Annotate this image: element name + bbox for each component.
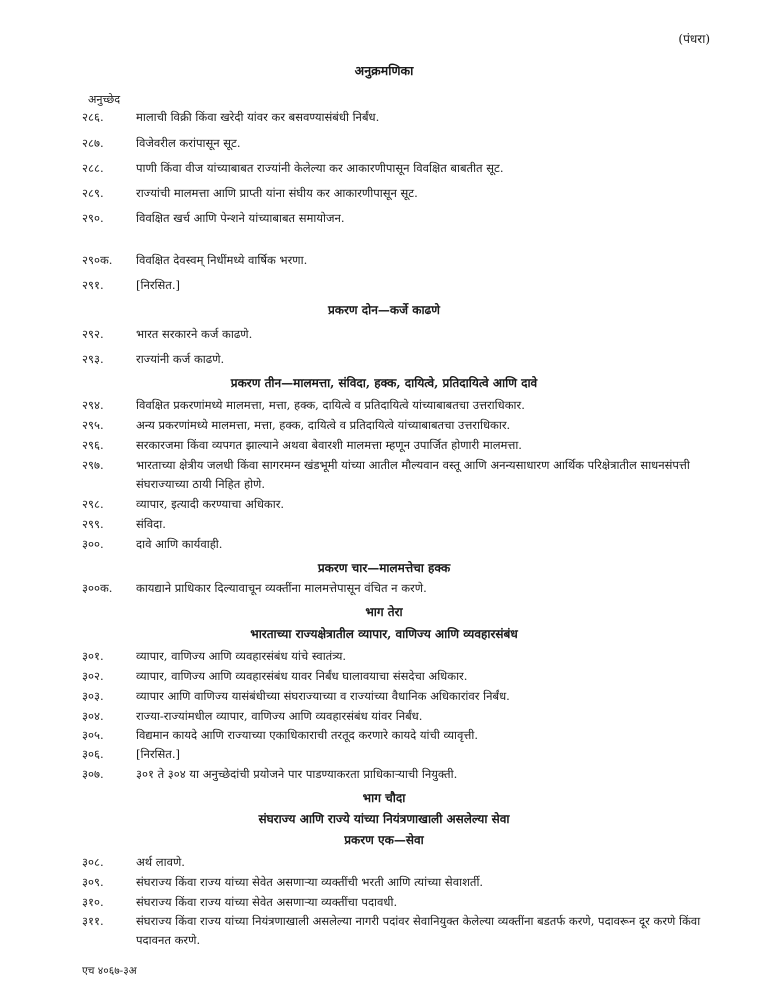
article-number: ३०२. <box>82 669 104 683</box>
article-number: ३०७. <box>82 767 104 781</box>
article-title: राज्या-राज्यांमधील व्यापार, वाणिज्य आणि व्यवहारसंबंध यांवर निर्बंध. <box>136 709 423 723</box>
page-number: (पंधरा) <box>678 32 710 46</box>
chapter-heading: प्रकरण चार—मालमत्तेचा हक्क <box>317 561 451 575</box>
article-number: २९५. <box>82 418 104 432</box>
article-number: ३०४. <box>82 709 104 723</box>
article-number: २८६. <box>82 110 104 124</box>
footer-code: एच ४०६७-३अ <box>82 965 137 977</box>
article-title: विवक्षित देवस्वम् निधींमध्ये वार्षिक भरणा. <box>136 253 308 267</box>
article-number: २९१. <box>82 278 104 292</box>
part-heading: भाग चौदा <box>362 791 406 805</box>
article-number: ३०१. <box>82 649 104 663</box>
article-title: संघराज्य किंवा राज्य यांच्या सेवेत असणाऱ्या व्यक्तींची भरती आणि त्यांच्या सेवाशर्ती. <box>136 875 484 889</box>
article-title: विवक्षित प्रकरणांमध्ये मालमत्ता, मत्ता, हक्क, दायित्वे व प्रतिदायित्वे यांच्याबाबतचा उत्तराधिकार. <box>136 398 525 412</box>
article-number: २९८. <box>82 497 104 511</box>
page-title: अनुक्रमणिका <box>354 63 414 78</box>
article-title: ३०१ ते ३०४ या अनुच्छेदांची प्रयोजने पार पाडण्याकरता प्राधिकाऱ्याची नियुक्ती. <box>136 767 458 781</box>
article-title: व्यापार, इत्यादी करण्याचा अधिकार. <box>136 497 285 511</box>
article-number: २९६. <box>82 438 104 452</box>
article-number: २९०क. <box>82 253 113 267</box>
article-title: भारताच्या क्षेत्रीय जलधी किंवा सागरमग्न खंडभूमी यांच्या आतील मौल्यवान वस्तू आणि अनन्यसाधारण आर्थिक परिक्षेत्रातील साधनसंपत्ती संघराज्याच्या ठायी निहित होणे. <box>136 458 690 491</box>
chapter-heading: प्रकरण एक—सेवा <box>344 833 424 847</box>
article-title: राज्यांनी कर्ज काढणे. <box>136 352 225 366</box>
article-number: ३०९. <box>82 875 104 889</box>
part-heading: भाग तेरा <box>365 605 403 619</box>
article-number: ३०८. <box>82 855 104 869</box>
article-number: ३११. <box>82 914 104 928</box>
article-title: विजेवरील करांपासून सूट. <box>136 136 241 150</box>
article-title: अर्थ लावणे. <box>136 855 185 869</box>
article-title: कायद्याने प्राधिकार दिल्यावाचून व्यक्तींना मालमत्तेपासून वंचित न करणे. <box>136 581 427 595</box>
article-number: २८७. <box>82 136 104 150</box>
article-title: [निरसित.] <box>136 747 181 761</box>
column-label: अनुच्छेद <box>88 93 121 106</box>
article-title: भारत सरकारने कर्ज काढणे. <box>136 327 253 341</box>
article-title: व्यापार, वाणिज्य आणि व्यवहारसंबंध यावर निर्बंध घालावयाचा संसदेचा अधिकार. <box>136 669 468 683</box>
part-subheading: भारताच्या राज्यक्षेत्रातील व्यापार, वाणिज्य आणि व्यवहारसंबंध <box>250 627 518 641</box>
article-number: २८९. <box>82 186 104 200</box>
article-number: २८८. <box>82 161 104 175</box>
article-title: संघराज्य किंवा राज्य यांच्या नियंत्रणाखाली असलेल्या नागरी पदांवर सेवानियुक्त केलेल्या व्यक्तींना बडतर्फ करणे, पदावरून दूर करणे किंवा पदावनत करणे. <box>136 914 701 947</box>
article-title: विद्यमान कायदे आणि राज्याच्या एकाधिकाराची तरतूद करणारे कायदे यांची व्यावृत्ती. <box>136 728 479 742</box>
article-number: ३०३. <box>82 689 104 703</box>
article-number: ३०६. <box>82 747 104 761</box>
article-title: सरकारजमा किंवा व्यपगत झाल्याने अथवा बेवारशी मालमत्ता म्हणून उपार्जित होणारी मालमत्ता. <box>136 438 522 452</box>
chapter-heading: प्रकरण दोन—कर्जे काढणे <box>327 303 440 317</box>
article-number: २९२. <box>82 327 104 341</box>
article-number: २९४. <box>82 398 104 412</box>
article-number: ३००. <box>82 537 104 551</box>
article-number: ३००क. <box>82 581 113 595</box>
article-title: दावे आणि कार्यवाही. <box>136 537 223 551</box>
article-title: व्यापार, वाणिज्य आणि व्यवहारसंबंध यांचे स्वातंत्र्य. <box>136 649 347 663</box>
article-title: संघराज्य किंवा राज्य यांच्या सेवेत असणाऱ्या व्यक्तींचा पदावधी. <box>136 895 398 909</box>
article-title: पाणी किंवा वीज यांच्याबाबत राज्यांनी केलेल्या कर आकारणीपासून विवक्षित बाबतीत सूट. <box>136 161 504 175</box>
article-number: ३०५. <box>82 728 104 742</box>
article-title: अन्य प्रकरणांमध्ये मालमत्ता, मत्ता, हक्क, दायित्वे व प्रतिदायित्वे यांच्याबाबतचा उत्तराधिकार. <box>136 418 511 432</box>
article-number: २९३. <box>82 352 104 366</box>
chapter-heading: प्रकरण तीन—मालमत्ता, संविदा, हक्क, दायित्वे, प्रतिदायित्वे आणि दावे <box>230 376 538 390</box>
part-subheading: संघराज्य आणि राज्ये यांच्या नियंत्रणाखाली असलेल्या सेवा <box>258 812 510 826</box>
article-title: [निरसित.] <box>136 278 181 292</box>
article-title: मालाची विक्री किंवा खरेदी यांवर कर बसवण्यासंबंधी निर्बंध. <box>136 110 380 124</box>
article-number: २९९. <box>82 517 104 531</box>
article-number: २९०. <box>82 211 104 225</box>
article-title: व्यापार आणि वाणिज्य यासंबंधीच्या संघराज्याच्या व राज्यांच्या वैधानिक अधिकारांवर निर्बंध. <box>136 689 510 703</box>
article-number: ३१०. <box>82 895 104 909</box>
article-number: २९७. <box>82 458 104 472</box>
article-title: राज्यांची मालमत्ता आणि प्राप्ती यांना संघीय कर आकारणीपासून सूट. <box>136 186 418 200</box>
article-title: संविदा. <box>136 517 166 531</box>
article-title: विवक्षित खर्च आणि पेन्शने यांच्याबाबत समायोजन. <box>136 211 345 225</box>
